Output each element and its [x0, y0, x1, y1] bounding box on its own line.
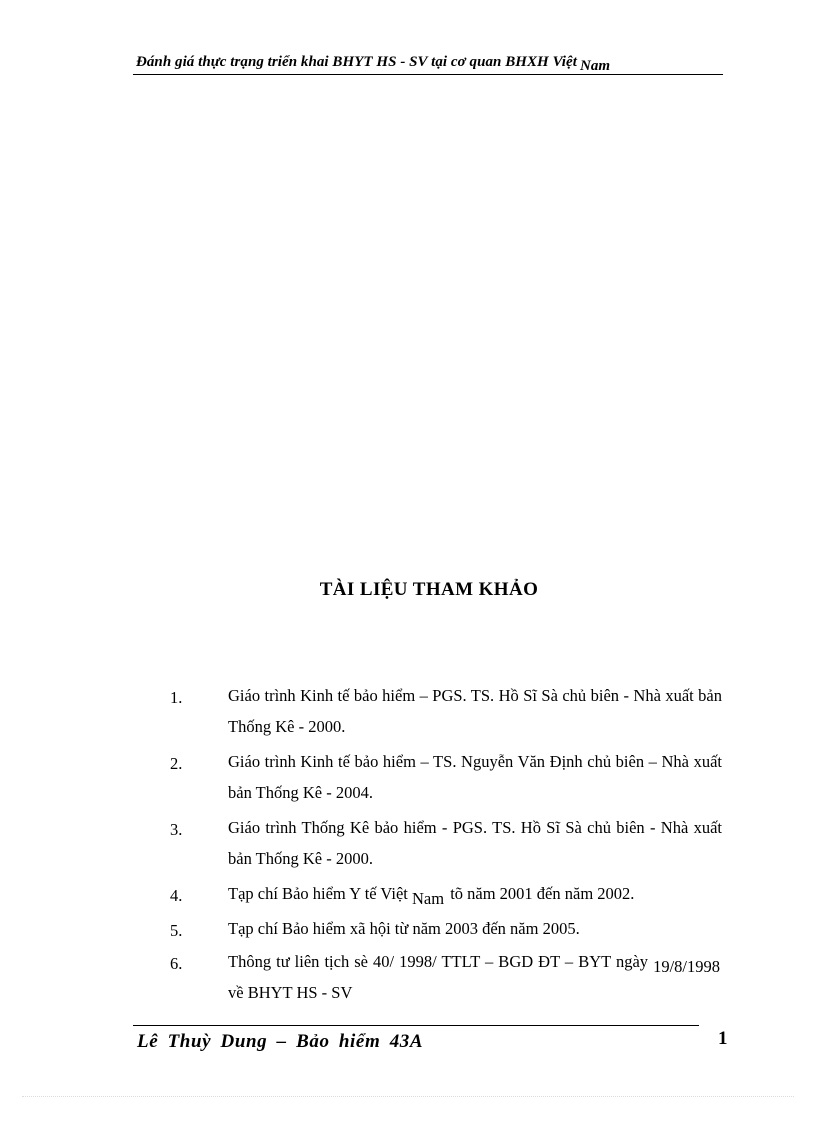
- reference-text-part: Giáo trình Kinh tế bảo hiểm – TS. Nguyễn Văn Định chủ biên – Nhà xuất bản Thống Kê - 2004.: [228, 752, 722, 802]
- reference-item: [170, 913, 722, 944]
- reference-item: [170, 680, 722, 742]
- reference-list: [170, 680, 722, 1008]
- page-header: [133, 52, 723, 75]
- reference-text: [228, 878, 722, 909]
- reference-number: 1.: [170, 688, 183, 707]
- reference-text-part: Tạp chí Bảo hiểm xã hội từ năm 2003 đến năm 2005.: [228, 919, 580, 938]
- reference-item: [170, 946, 722, 1008]
- reference-item: [170, 878, 722, 909]
- reference-number: 3.: [170, 820, 183, 839]
- reference-text: [228, 812, 722, 874]
- footer-author: Lê Thuỳ Dung – Bảo hiểm 43A: [137, 1031, 424, 1052]
- reference-text-part: Giáo trình Kinh tế bảo hiểm – PGS. TS. Hồ Sĩ Sà chủ biên - Nhà xuất bản Thống Kê - 2000.: [228, 686, 722, 736]
- reference-item: [170, 746, 722, 808]
- reference-text: [228, 680, 722, 742]
- reference-number: 6.: [170, 954, 183, 973]
- reference-text-part: tõ năm 2001 đến năm 2002.: [446, 884, 635, 903]
- reference-number: 2.: [170, 754, 183, 773]
- page-title: TÀI LIỆU THAM KHẢO: [319, 579, 539, 600]
- header-title: Đánh giá thực trạng triển khai BHYT HS - SV tại cơ quan BHXH Việt: [136, 54, 577, 70]
- page-bottom-divider: [22, 1096, 794, 1097]
- reference-text-subscript: Nam: [411, 889, 445, 908]
- reference-text-subscript: 19/8/1998: [653, 957, 720, 976]
- reference-text: [228, 913, 722, 944]
- reference-text-part: Tạp chí Bảo hiểm Y tế Việt: [228, 884, 412, 903]
- page-number: 1: [718, 1028, 728, 1049]
- reference-number: 5.: [170, 921, 183, 940]
- reference-text: [228, 746, 722, 808]
- header-text: [136, 54, 611, 74]
- reference-text: [228, 946, 722, 1008]
- reference-text-part: Giáo trình Thống Kê bảo hiểm - PGS. TS. Hồ Sĩ Sà chủ biên - Nhà xuất bản Thống Kê - 2000.: [228, 818, 722, 868]
- reference-text-part: Thông tư liên tịch sè 40/ 1998/ TTLT – BGD ĐT – BYT ngày: [228, 952, 654, 971]
- reference-item: [170, 812, 722, 874]
- footer-rule: [133, 1025, 699, 1026]
- reference-number: 4.: [170, 886, 183, 905]
- header-subscript: Nam: [579, 58, 611, 74]
- reference-text-part: về BHYT HS - SV: [228, 983, 353, 1002]
